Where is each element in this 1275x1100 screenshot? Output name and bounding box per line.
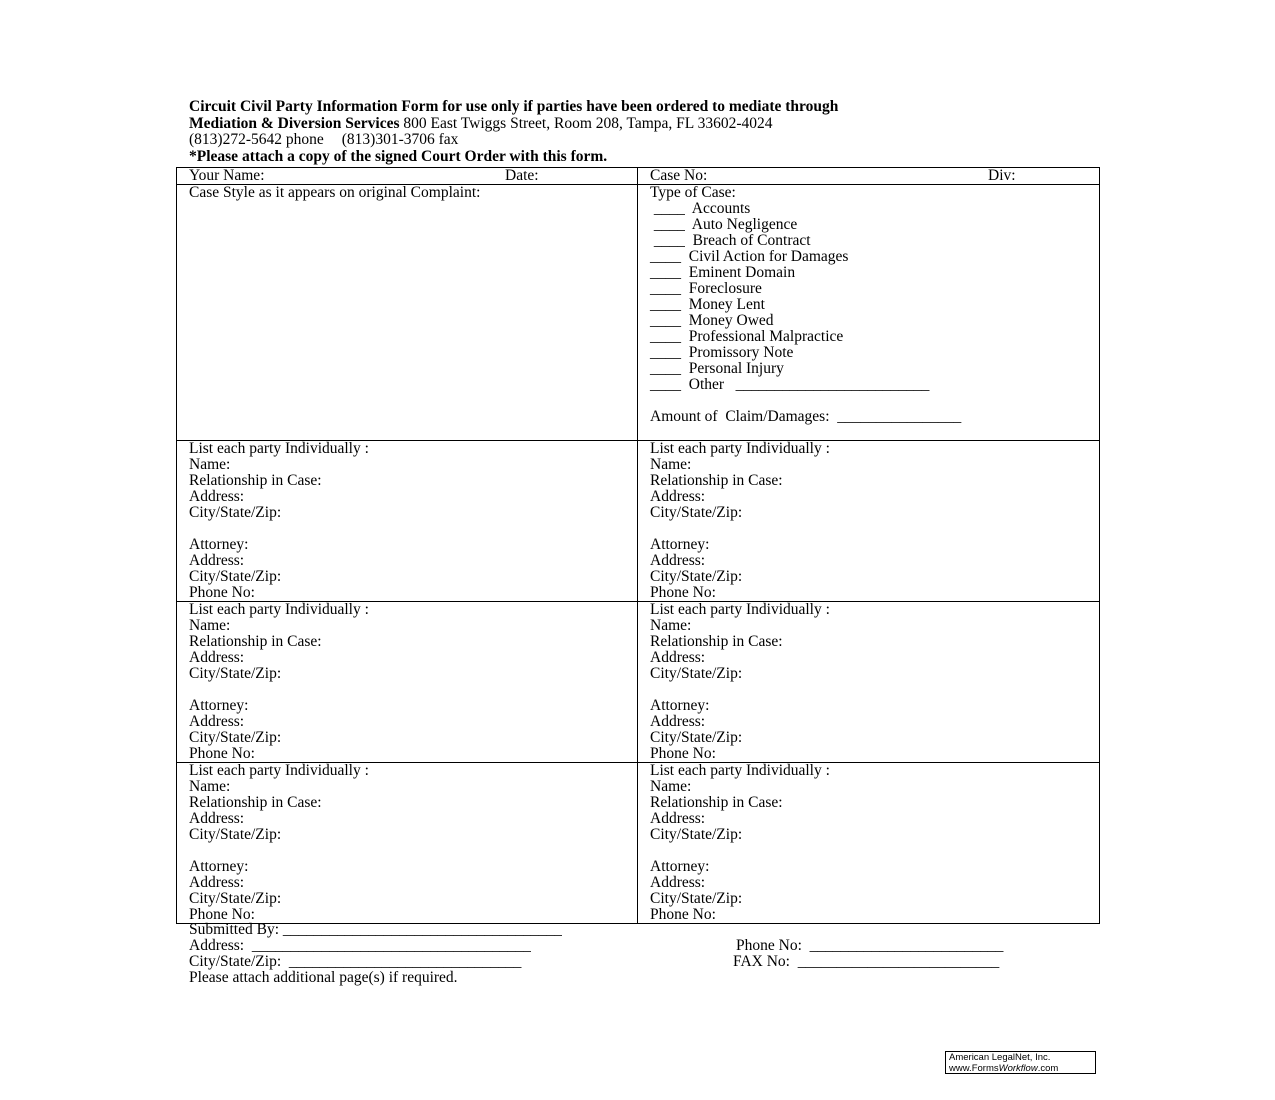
div-label: Div:	[988, 167, 1016, 184]
party-row-1	[177, 441, 1100, 602]
party-cell[interactable]	[638, 441, 1100, 602]
party-list-label: List each party Individually :	[650, 762, 830, 779]
attorney-label: Attorney:	[650, 697, 710, 714]
submitted-by-field[interactable]: Submitted By: ____________________________________	[189, 921, 562, 938]
attorney-phone-label: Phone No:	[650, 745, 716, 762]
attorney-city-label: City/State/Zip:	[650, 568, 743, 585]
attorney-city-label: City/State/Zip:	[189, 890, 282, 907]
party-relationship-label: Relationship in Case:	[650, 633, 783, 650]
party-address-label: Address:	[189, 488, 245, 505]
party-cell[interactable]	[638, 763, 1100, 924]
submitter-address-field[interactable]: Address: ____________________________________	[189, 937, 531, 954]
american-legalnet-logo	[945, 1051, 1096, 1074]
case-type-option-money-owed[interactable]: ____ Money Owed	[650, 312, 774, 329]
attorney-address-label: Address:	[650, 713, 706, 730]
attorney-address-label: Address:	[650, 874, 706, 891]
party-list-label: List each party Individually :	[189, 762, 369, 779]
attach-pages-note: Please attach additional page(s) if required.	[189, 969, 458, 986]
attorney-city-label: City/State/Zip:	[189, 729, 282, 746]
attorney-address-label: Address:	[189, 552, 245, 569]
party-relationship-label: Relationship in Case:	[189, 633, 322, 650]
case-type-option-eminent-domain[interactable]: ____ Eminent Domain	[650, 264, 796, 281]
party-city-label: City/State/Zip:	[650, 665, 743, 682]
case-type-option-personal-injury[interactable]: ____ Personal Injury	[650, 360, 784, 377]
attorney-label: Attorney:	[189, 536, 249, 553]
org-phone: (813)272-5642 phone	[189, 131, 324, 148]
party-city-label: City/State/Zip:	[650, 504, 743, 521]
org-name: Mediation & Diversion Services	[189, 114, 400, 132]
attorney-address-label: Address:	[650, 552, 706, 569]
date-label: Date:	[505, 167, 539, 184]
top-info-row	[177, 168, 1100, 185]
party-name-label: Name:	[189, 456, 231, 473]
case-type-option-breach-of-contract[interactable]: ____ Breach of Contract	[650, 232, 811, 249]
party-address-label: Address:	[650, 488, 706, 505]
your-name-label: Your Name:	[189, 167, 265, 184]
submitter-fax-field[interactable]: FAX No: __________________________	[733, 953, 1000, 970]
case-style-cell[interactable]	[177, 185, 638, 441]
attorney-phone-label: Phone No:	[189, 745, 255, 762]
attorney-label: Attorney:	[650, 536, 710, 553]
party-name-label: Name:	[650, 456, 692, 473]
case-type-option-accounts[interactable]: ____ Accounts	[650, 200, 751, 217]
party-relationship-label: Relationship in Case:	[650, 472, 783, 489]
name-date-cell[interactable]	[177, 168, 638, 185]
party-row-3	[177, 763, 1100, 924]
party-city-label: City/State/Zip:	[189, 665, 282, 682]
case-type-option-foreclosure[interactable]: ____ Foreclosure	[650, 280, 762, 297]
case-type-option-promissory-note[interactable]: ____ Promissory Note	[650, 344, 794, 361]
party-name-label: Name:	[650, 778, 692, 795]
attorney-label: Attorney:	[189, 697, 249, 714]
case-type-option-money-lent[interactable]: ____ Money Lent	[650, 296, 765, 313]
form-header	[189, 99, 838, 165]
party-name-label: Name:	[189, 617, 231, 634]
party-relationship-label: Relationship in Case:	[650, 794, 783, 811]
attorney-phone-label: Phone No:	[650, 584, 716, 601]
case-type-label: Type of Case:	[650, 184, 736, 201]
party-relationship-label: Relationship in Case:	[189, 472, 322, 489]
attorney-phone-label: Phone No:	[189, 906, 255, 923]
party-relationship-label: Relationship in Case:	[189, 794, 322, 811]
party-name-label: Name:	[189, 778, 231, 795]
case-no-label: Case No:	[650, 167, 708, 184]
party-address-label: Address:	[650, 649, 706, 666]
attorney-phone-label: Phone No:	[189, 584, 255, 601]
form-title: Circuit Civil Party Information Form for use only if parties have been ordered to mediate through	[189, 98, 839, 115]
org-line	[189, 116, 838, 133]
party-address-label: Address:	[650, 810, 706, 827]
submitter-section	[189, 922, 562, 986]
party-city-label: City/State/Zip:	[189, 826, 282, 843]
case-details-row	[177, 185, 1100, 441]
case-type-cell	[638, 185, 1100, 441]
party-cell[interactable]	[177, 441, 638, 602]
attorney-phone-label: Phone No:	[650, 906, 716, 923]
logo-url: www.FormsWorkflow.com	[949, 1062, 1059, 1074]
party-cell[interactable]	[177, 763, 638, 924]
party-name-label: Name:	[650, 617, 692, 634]
party-list-label: List each party Individually :	[189, 440, 369, 457]
case-type-option-civil-action[interactable]: ____ Civil Action for Damages	[650, 248, 849, 265]
submitter-phone-field[interactable]: Phone No: _________________________	[736, 937, 1004, 954]
attorney-city-label: City/State/Zip:	[650, 890, 743, 907]
case-style-label: Case Style as it appears on original Complaint:	[189, 184, 481, 201]
party-cell[interactable]	[177, 602, 638, 763]
case-type-option-professional-malpractice[interactable]: ____ Professional Malpractice	[650, 328, 844, 345]
party-list-label: List each party Individually :	[650, 601, 830, 618]
party-row-2	[177, 602, 1100, 763]
attorney-label: Attorney:	[650, 858, 710, 875]
org-address: 800 East Twiggs Street, Room 208, Tampa, FL 33602-4024	[399, 114, 773, 132]
attorney-label: Attorney:	[189, 858, 249, 875]
party-city-label: City/State/Zip:	[650, 826, 743, 843]
attorney-address-label: Address:	[189, 713, 245, 730]
attorney-city-label: City/State/Zip:	[650, 729, 743, 746]
party-info-table	[176, 167, 1100, 924]
logo-company: American LegalNet, Inc.	[949, 1052, 1051, 1063]
case-no-div-cell[interactable]	[638, 168, 1100, 185]
party-cell[interactable]	[638, 602, 1100, 763]
party-list-label: List each party Individually :	[650, 440, 830, 457]
contact-line	[189, 132, 838, 149]
court-order-notice: *Please attach a copy of the signed Court Order with this form.	[189, 147, 608, 165]
amount-of-claim-field[interactable]: Amount of Claim/Damages: ________________	[650, 408, 962, 425]
attorney-city-label: City/State/Zip:	[189, 568, 282, 585]
attorney-address-label: Address:	[189, 874, 245, 891]
party-city-label: City/State/Zip:	[189, 504, 282, 521]
party-address-label: Address:	[189, 810, 245, 827]
case-type-option-other[interactable]: ____ Other _________________________	[650, 376, 930, 393]
submitter-city-field[interactable]: City/State/Zip: ______________________________	[189, 953, 522, 970]
case-type-option-auto-negligence[interactable]: ____ Auto Negligence	[650, 216, 798, 233]
submitter-contact	[733, 938, 1003, 970]
party-address-label: Address:	[189, 649, 245, 666]
party-list-label: List each party Individually :	[189, 601, 369, 618]
org-fax: (813)301-3706 fax	[341, 131, 459, 148]
